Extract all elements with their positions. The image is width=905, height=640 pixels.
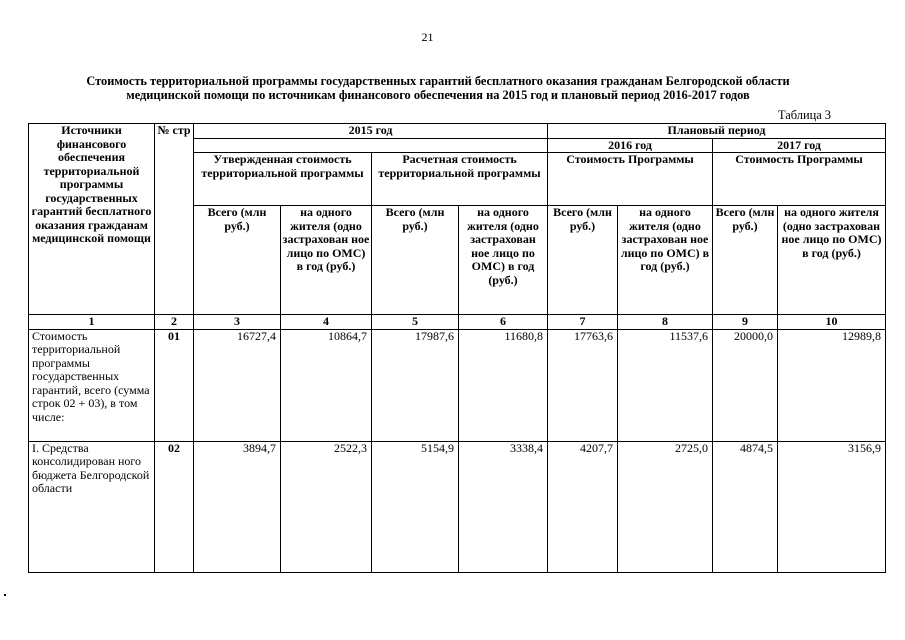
- cell-value: 17987,6: [372, 329, 459, 441]
- table-row: [29, 329, 886, 441]
- row-number: 01: [155, 329, 194, 441]
- header-total-2015-calculated: Всего (млн руб.): [372, 206, 459, 315]
- column-number: 1: [29, 315, 155, 330]
- title-line-1: Стоимость территориальной программы государственных гарантий бесплатного оказания гражданам Белгородской области: [86, 74, 790, 88]
- header-total-2016: Всего (млн руб.): [548, 206, 618, 315]
- cell-value: 2725,0: [618, 441, 713, 572]
- column-number: 4: [281, 315, 372, 330]
- column-number: 7: [548, 315, 618, 330]
- header-sources: Источники финансового обеспечения территориальной программы государственных гарантий бесплатного оказания гражданам медицинской помощи: [29, 124, 155, 315]
- column-number: 2: [155, 315, 194, 330]
- cell-value: 11680,8: [459, 329, 548, 441]
- header-approved-cost: Утвержденная стоимость территориальной программы: [194, 153, 372, 206]
- header-per-person-2015-calculated: на одного жителя (одно застрахован ное лицо по ОМС) в год (руб.): [459, 206, 548, 315]
- header-2015-spacer: [194, 138, 548, 153]
- cell-value: 12989,8: [778, 329, 886, 441]
- column-number: 6: [459, 315, 548, 330]
- header-program-cost-2017: Стоимость Программы: [713, 153, 886, 206]
- header-row-number: № стр: [155, 124, 194, 315]
- financing-table: [28, 123, 886, 573]
- cell-value: 2522,3: [281, 441, 372, 572]
- row-label: I. Средства консолидирован ного бюджета Белгородской области: [29, 441, 155, 572]
- table-row: [29, 441, 886, 572]
- cell-value: 4874,5: [713, 441, 778, 572]
- header-total-2017: Всего (млн руб.): [713, 206, 778, 315]
- header-program-cost-2016: Стоимость Программы: [548, 153, 713, 206]
- title-line-2: медицинской помощи по источникам финансового обеспечения на 2015 год и плановый период 2016-2017 годов: [126, 88, 750, 102]
- header-year-2016: 2016 год: [548, 138, 713, 153]
- header-per-person-2016: на одного жителя (одно застрахован ное лицо по ОМС) в год (руб.): [618, 206, 713, 315]
- column-number-row: [29, 315, 886, 330]
- cell-value: 20000,0: [713, 329, 778, 441]
- cell-value: 11537,6: [618, 329, 713, 441]
- cell-value: 3156,9: [778, 441, 886, 572]
- header-per-person-2017: на одного жителя (одно застрахован ное лицо по ОМС) в год (руб.): [778, 206, 886, 315]
- cell-value: 3338,4: [459, 441, 548, 572]
- header-per-person-2015-approved: на одного жителя (одно застрахован ное лицо по ОМС) в год (руб.): [281, 206, 372, 315]
- column-number: 3: [194, 315, 281, 330]
- cell-value: 3894,7: [194, 441, 281, 572]
- header-total-2015-approved: Всего (млн руб.): [194, 206, 281, 315]
- header-calculated-cost: Расчетная стоимость территориальной программы: [372, 153, 548, 206]
- document-title: [18, 74, 858, 102]
- column-number: 5: [372, 315, 459, 330]
- header-planned-period: Плановый период: [548, 124, 886, 139]
- cell-value: 16727,4: [194, 329, 281, 441]
- page-number: 21: [421, 30, 434, 44]
- cell-value: 10864,7: [281, 329, 372, 441]
- cell-value: 4207,7: [548, 441, 618, 572]
- scan-dot: [4, 594, 6, 596]
- table-label: Таблица 3: [778, 108, 831, 122]
- row-label: Стоимость территориальной программы государственных гарантий, всего (сумма строк 02 + 03), в том числе:: [29, 329, 155, 441]
- cell-value: 5154,9: [372, 441, 459, 572]
- cell-value: 17763,6: [548, 329, 618, 441]
- column-number: 9: [713, 315, 778, 330]
- row-number: 02: [155, 441, 194, 572]
- column-number: 10: [778, 315, 886, 330]
- header-year-2015: 2015 год: [194, 124, 548, 139]
- header-year-2017: 2017 год: [713, 138, 886, 153]
- column-number: 8: [618, 315, 713, 330]
